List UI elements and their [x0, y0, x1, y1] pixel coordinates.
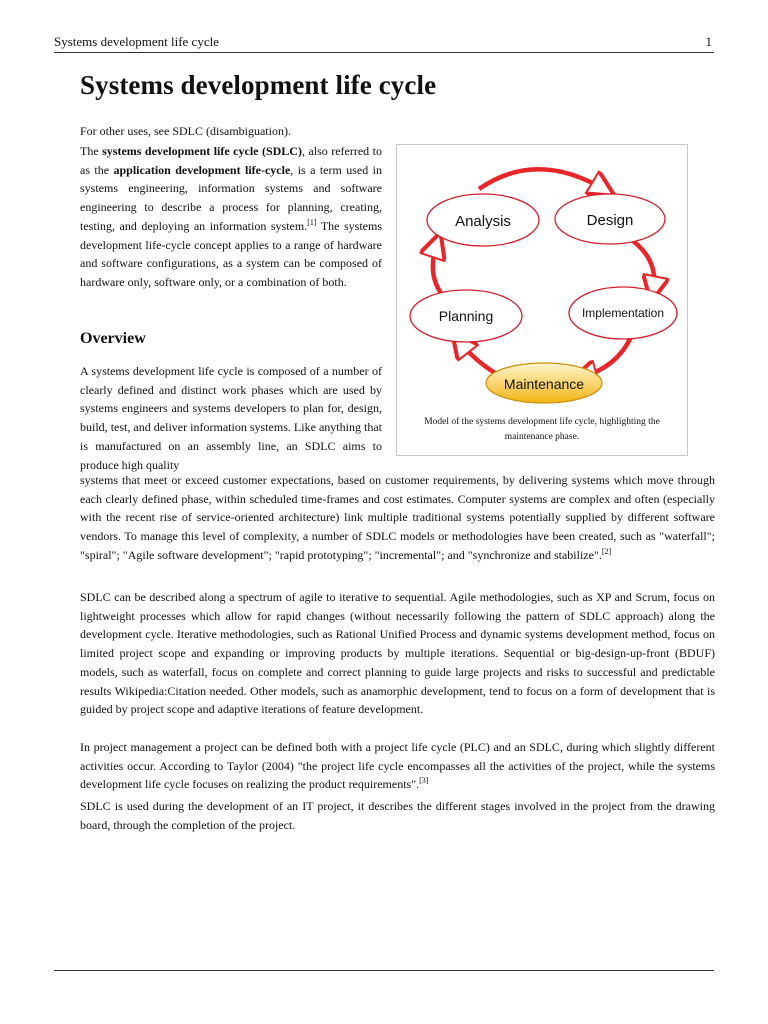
- overview-paragraph-3: [80, 738, 715, 794]
- phase-implementation: [569, 287, 677, 339]
- phase-maintenance-highlighted: [486, 363, 602, 403]
- figure-caption: Model of the systems development life cycle, highlighting the maintenance phase.: [424, 417, 660, 442]
- running-header: [54, 34, 714, 53]
- intro-text-f: The systems development life-cycle concept applies to a range of hardware and software configurations, as a system can be composed of hardware only, software only, or a combination of both.: [80, 218, 382, 289]
- overview-text-1a: A systems development life cycle is composed of a number of clearly defined and distinct work phases which are used by systems engineers and systems developers to plan for, design, build, test, and deliver information systems. Like anything that is manufactured on an assembly line, an SDLC aims to produce high quality: [80, 364, 382, 472]
- phase-implementation-label: Implementation: [581, 306, 665, 320]
- arrow-analysis-to-design: [479, 169, 605, 190]
- intro-paragraph: [80, 142, 382, 292]
- reference-2[interactable]: [2]: [601, 546, 612, 556]
- arrow-design-to-implementation: [633, 241, 654, 291]
- running-title: Systems development life cycle: [54, 34, 219, 49]
- phase-analysis-label: Analysis: [455, 213, 511, 230]
- arrow-maintenance-to-planning: [459, 341, 495, 373]
- sdlc-diagram: [397, 145, 687, 455]
- overview-paragraph-2: [80, 588, 715, 719]
- phase-analysis: [427, 194, 539, 246]
- overview-paragraph-1-narrow: [80, 362, 382, 474]
- phase-planning: [410, 290, 522, 342]
- overview-paragraph-1-wide: [80, 471, 715, 565]
- term-sdlc: systems development life cycle (SDLC): [102, 144, 302, 158]
- overview-heading: Overview: [80, 330, 146, 347]
- phase-design-label: Design: [586, 212, 634, 229]
- overview-text-4: SDLC is used during the development of an IT project, it describes the different stages involved in the project from the drawing board, through the completion of the project.: [80, 799, 715, 832]
- intro-text-c: , also referred to as the: [80, 144, 382, 177]
- page-number: 1: [705, 34, 712, 49]
- overview-text-1b: systems that meet or exceed customer expectations, based on customer requirements, by delivering systems which move through each clearly defined phase, within scheduled time-frames and cost estimates. Computer systems are complex and often (especially with the recent rise of service-oriented architecture) link multiple traditional systems potentially supplied by different software vendors. To manage this level of complexity, a number of SDLC models or methodologies have been created, such as "waterfall"; "spiral"; "Agile software development"; "rapid prototyping"; "incremental"; and "synchronize and stabilize".: [80, 473, 715, 562]
- phase-maintenance-label: Maintenance: [503, 376, 585, 392]
- intro-text-e: , is a term used in systems engineering, information systems and software engineering to describe a process for planning, creating, testing, and deploying an information system.: [80, 162, 382, 233]
- phase-design: [555, 194, 665, 244]
- intro-text-a: The: [80, 144, 103, 158]
- reference-3[interactable]: [3]: [419, 776, 429, 786]
- term-application-lifecycle: application development life-cycle: [113, 162, 291, 177]
- disambiguation-note: [80, 122, 715, 141]
- overview-paragraph-4: [80, 797, 715, 834]
- footer-rule: [54, 970, 714, 971]
- disambiguation-text: For other uses, see SDLC (disambiguation).: [80, 124, 291, 138]
- sdlc-figure: [396, 144, 688, 456]
- arrow-planning-to-analysis: [433, 243, 441, 293]
- reference-1[interactable]: [1]: [307, 217, 317, 227]
- page-title: Systems development life cycle: [80, 70, 437, 100]
- overview-text-3: In project management a project can be defined both with a project life cycle (PLC) and an SDLC, during which slightly different activities occur. According to Taylor (2004) "the project life cycle encompasses all the activities of the project, while the systems development life cycle focuses on realizing the product requirements".: [80, 740, 715, 792]
- phase-planning-label: Planning: [438, 308, 494, 324]
- overview-text-2: SDLC can be described along a spectrum of agile to iterative to sequential. Agile methodologies, such as XP and Scrum, focus on lightweight processes which allow for rapid changes (without necessarily following the pattern of SDLC approach) along the development cycle. Iterative methodologies, such as Rational Unified Process and dynamic systems development method, focus on limited project scope and expanding or improving products by multiple iterations. Sequential or big-design-up-front (BDUF) models, such as waterfall, focus on complete and correct planning to guide large projects and risks to successful and predictable results Wikipedia:Citation needed. Other models, such as anamorphic development, tend to focus on a form of development that is guided by project scope and adaptive iterations of feature development.: [80, 590, 715, 717]
